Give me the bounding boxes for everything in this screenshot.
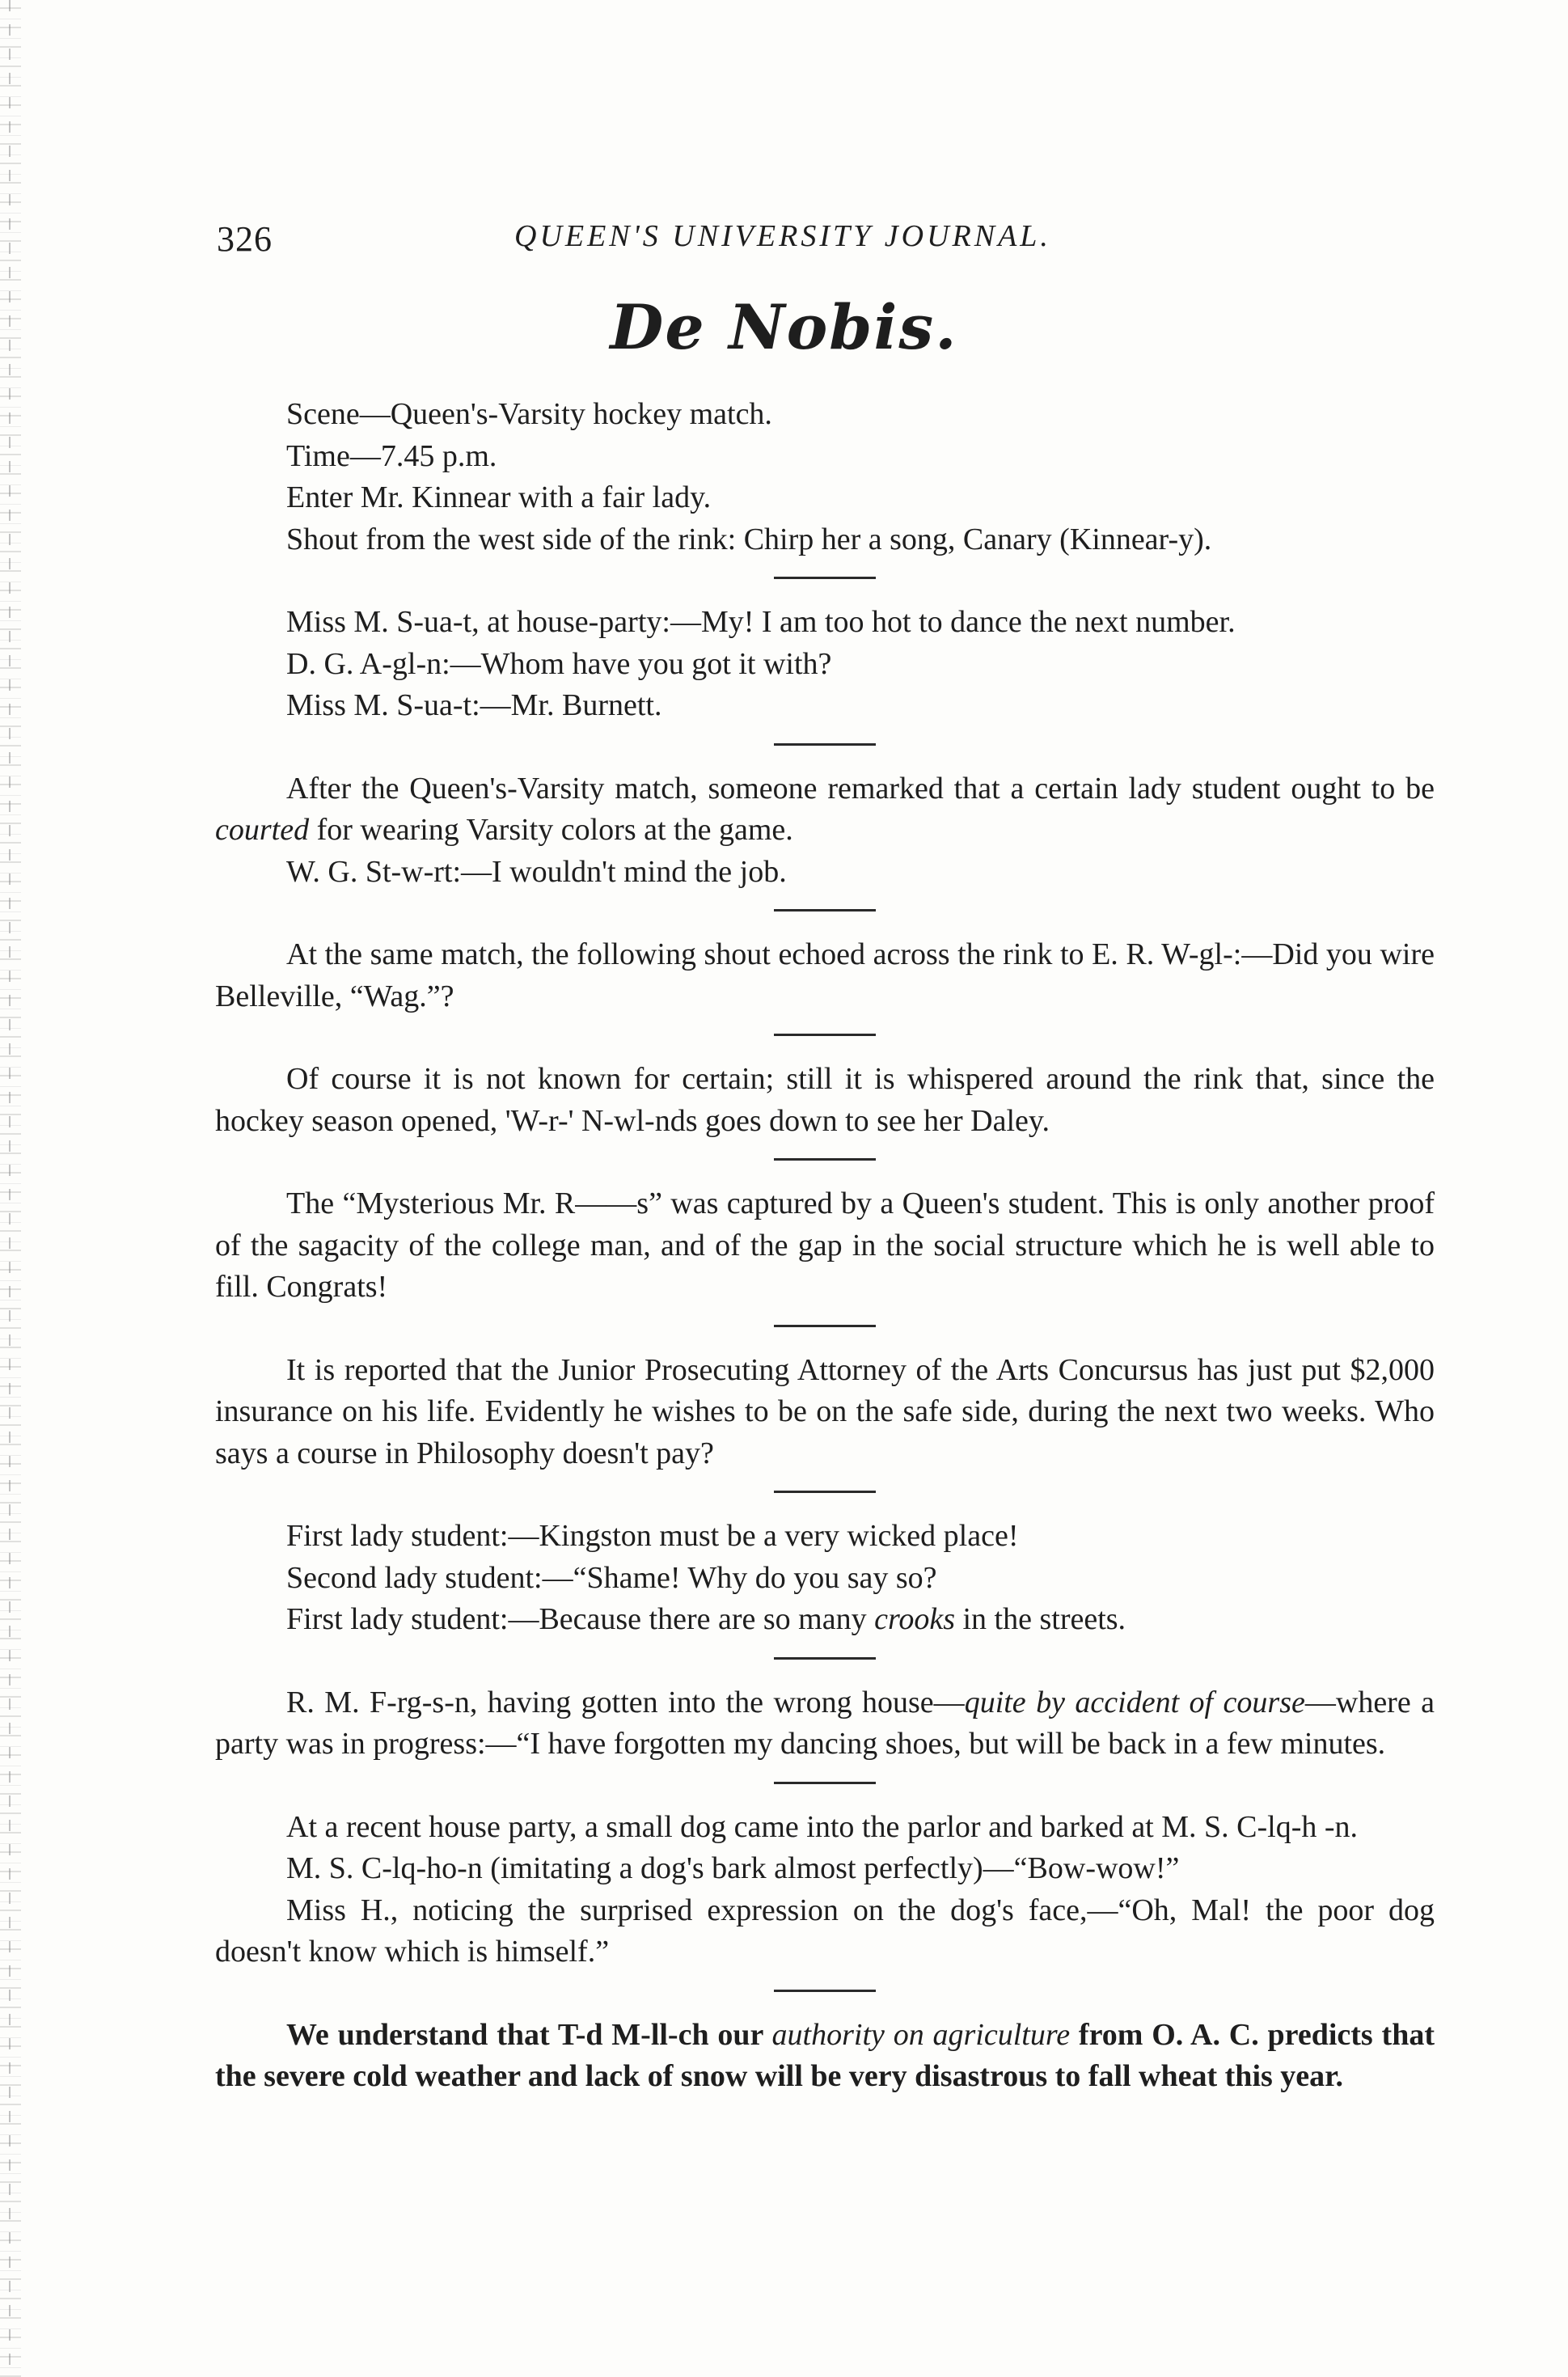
- text-run: We understand that T-d M-ll-ch our: [286, 2017, 772, 2052]
- paragraph: [215, 1682, 1435, 1766]
- paragraph: Miss M. S-ua-t, at house-party:—My! I am too hot to dance the next number.: [286, 605, 1236, 639]
- text-run: R. M. F-rg-s-n, having gotten into the wrong house—: [286, 1685, 965, 1719]
- text-run: After the Queen's-Varsity match, someone remarked that a certain lady student ought to be: [286, 771, 1435, 806]
- separator-rule: [774, 743, 876, 746]
- separator-rule: [774, 1158, 876, 1161]
- paragraph: It is reported that the Junior Prosecuting Attorney of the Arts Concursus has just put $2,000 insurance on his life. Evidently he wishes to be on the safe side, during the next two weeks. Who says a course in Philosophy doesn't pay?: [215, 1352, 1435, 1470]
- text-line: Shout from the west side of the rink: Chirp her a song, Canary (Kinnear-y).: [286, 522, 1212, 556]
- italic-text: authority on agriculture: [771, 2017, 1071, 2052]
- separator-rule: [774, 1782, 876, 1784]
- text-run: from O. A. C. predicts that the severe cold weather and lack of snow will be very disastrous to fall wheat this year.: [215, 2017, 1435, 2093]
- news-item: [215, 1350, 1435, 1475]
- news-item: [215, 1516, 1435, 1641]
- news-item: [215, 934, 1435, 1017]
- text-line: Scene—Queen's-Varsity hockey match.: [286, 397, 772, 431]
- news-item: [215, 2015, 1435, 2098]
- italic-text: quite by accident of course: [964, 1685, 1305, 1719]
- news-item: [215, 394, 1435, 560]
- separator-rule: [774, 1491, 876, 1493]
- text-run: —where a party was in progress:—“I have forgotten my dancing shoes, but will be back in a few minutes.: [215, 1685, 1435, 1761]
- text-line: M. S. C-lq-ho-n (imitating a dog's bark almost perfectly)—“Bow-wow!”: [286, 1851, 1180, 1885]
- text-run: in the streets.: [955, 1602, 1126, 1636]
- running-head: QUEEN'S UNIVERSITY JOURNAL.: [514, 219, 1051, 253]
- page-number: 326: [217, 219, 273, 259]
- news-item: [215, 1682, 1435, 1766]
- text-line: Time—7.45 p.m.: [286, 438, 497, 473]
- article-body: [215, 394, 1435, 2098]
- page-header: [217, 212, 1430, 260]
- news-item: [215, 1807, 1435, 1973]
- paragraph: The “Mysterious Mr. R——s” was captured by a Queen's student. This is only another proof of the sagacity of the college man, and of the gap in the social structure which he is well able to fill. Congrats!: [215, 1186, 1435, 1304]
- paragraph: Of course it is not known for certain; still it is whispered around the rink that, since the hockey season opened, 'W-r-' N-wl-nds goes down to see her Daley.: [215, 1062, 1435, 1138]
- italic-text: courted: [215, 813, 310, 847]
- italic-text: crooks: [874, 1602, 955, 1636]
- separator-rule: [774, 1034, 876, 1036]
- news-item: [215, 602, 1435, 727]
- text-line: Miss M. S-ua-t:—Mr. Burnett.: [286, 688, 662, 722]
- separator-rule: [774, 577, 876, 579]
- news-item: [215, 768, 1435, 894]
- text-line: D. G. A-gl-n:—Whom have you got it with?: [286, 646, 832, 681]
- text-line: First lady student:—Kingston must be a very wicked place!: [286, 1519, 1019, 1553]
- paragraph: [215, 768, 1435, 852]
- separator-rule: [774, 1325, 876, 1327]
- separator-rule: [774, 1990, 876, 1992]
- paragraph: Miss H., noticing the surprised expression on the dog's face,—“Oh, Mal! the poor dog doesn't know which is himself.”: [215, 1893, 1435, 1969]
- text-line: W. G. St-w-rt:—I wouldn't mind the job.: [286, 854, 787, 889]
- paragraph: At a recent house party, a small dog came into the parlor and barked at M. S. C-lq-h -n.: [286, 1809, 1359, 1844]
- section-title: De Nobis.: [610, 291, 958, 363]
- news-item: [215, 1059, 1435, 1142]
- text-line: Enter Mr. Kinnear with a fair lady.: [286, 480, 712, 514]
- text-line: [215, 1599, 1435, 1641]
- text-run: for wearing Varsity colors at the game.: [309, 813, 793, 847]
- paragraph: At the same match, the following shout echoed across the rink to E. R. W-gl-:—Did you wire Belleville, “Wag.”?: [215, 937, 1435, 1013]
- separator-rule: [774, 909, 876, 911]
- paragraph: [215, 2015, 1435, 2098]
- separator-rule: [774, 1657, 876, 1660]
- text-run: First lady student:—Because there are so many: [286, 1602, 875, 1636]
- text-line: Second lady student:—“Shame! Why do you say so?: [286, 1560, 937, 1595]
- news-item: [215, 1183, 1435, 1309]
